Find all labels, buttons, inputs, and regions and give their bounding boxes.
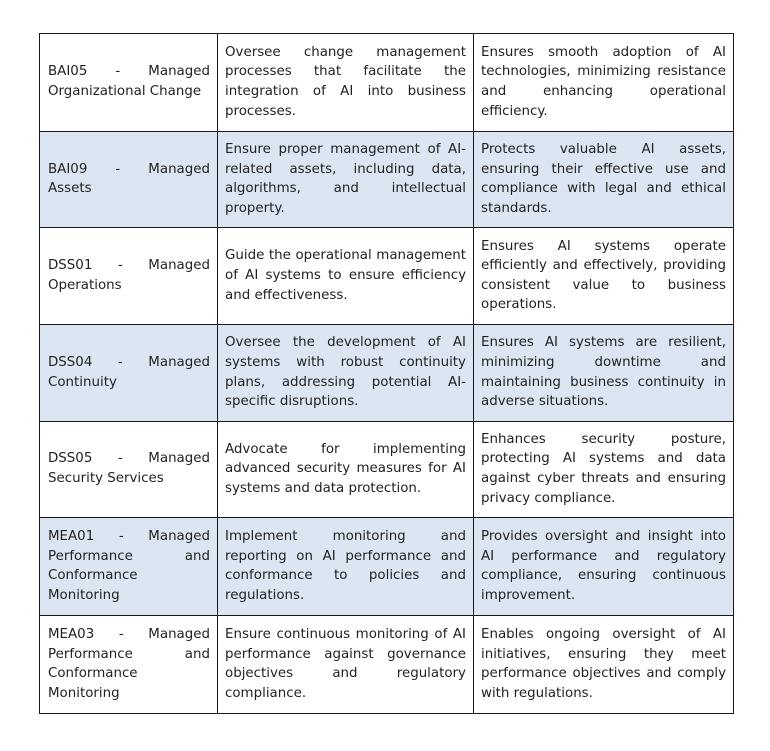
table-row: [40, 34, 734, 132]
role-cell: Ensure continuous monitoring of AI performance against governance objectives and regulatory compliance.: [218, 616, 474, 714]
role-cell: Implement monitoring and reporting on AI performance and conformance to policies and regulations.: [218, 518, 474, 616]
process-cell: DSS01 - Managed Operations: [40, 228, 218, 325]
role-cell: Guide the operational management of AI systems to ensure efficiency and effectiveness.: [218, 228, 474, 325]
process-cell: DSS04 - Managed Continuity: [40, 325, 218, 421]
benefit-cell: Enables ongoing oversight of AI initiatives, ensuring they meet performance objectives and comply with regulations.: [474, 616, 734, 714]
role-cell: Ensure proper management of AI-related assets, including data, algorithms, and intellectual property.: [218, 132, 474, 228]
role-cell: Advocate for implementing advanced security measures for AI systems and data protection.: [218, 421, 474, 517]
table-row: [40, 616, 734, 714]
benefit-cell: Provides oversight and insight into AI performance and regulatory compliance, ensuring continuous improvement.: [474, 518, 734, 616]
table-row: [40, 518, 734, 616]
benefit-cell: Enhances security posture, protecting AI systems and data against cyber threats and ensuring privacy compliance.: [474, 421, 734, 517]
process-cell: BAI09 - Managed Assets: [40, 132, 218, 228]
process-cell: DSS05 - Managed Security Services: [40, 421, 218, 517]
benefit-cell: Ensures smooth adoption of AI technologies, minimizing resistance and enhancing operational efficiency.: [474, 34, 734, 132]
table-row: [40, 421, 734, 517]
governance-table: [39, 33, 734, 714]
benefit-cell: Protects valuable AI assets, ensuring their effective use and compliance with legal and ethical standards.: [474, 132, 734, 228]
table-row: [40, 228, 734, 325]
benefit-cell: Ensures AI systems operate efficiently and effectively, providing consistent value to business operations.: [474, 228, 734, 325]
benefit-cell: Ensures AI systems are resilient, minimizing downtime and maintaining business continuity in adverse situations.: [474, 325, 734, 421]
table-row: [40, 132, 734, 228]
table-row: [40, 325, 734, 421]
role-cell: Oversee change management processes that facilitate the integration of AI into business processes.: [218, 34, 474, 132]
process-cell: MEA01 - Managed Performance and Conformance Monitoring: [40, 518, 218, 616]
role-cell: Oversee the development of AI systems with robust continuity plans, addressing potential AI-specific disruptions.: [218, 325, 474, 421]
process-cell: BAI05 - Managed Organizational Change: [40, 34, 218, 132]
process-cell: MEA03 - Managed Performance and Conformance Monitoring: [40, 616, 218, 714]
